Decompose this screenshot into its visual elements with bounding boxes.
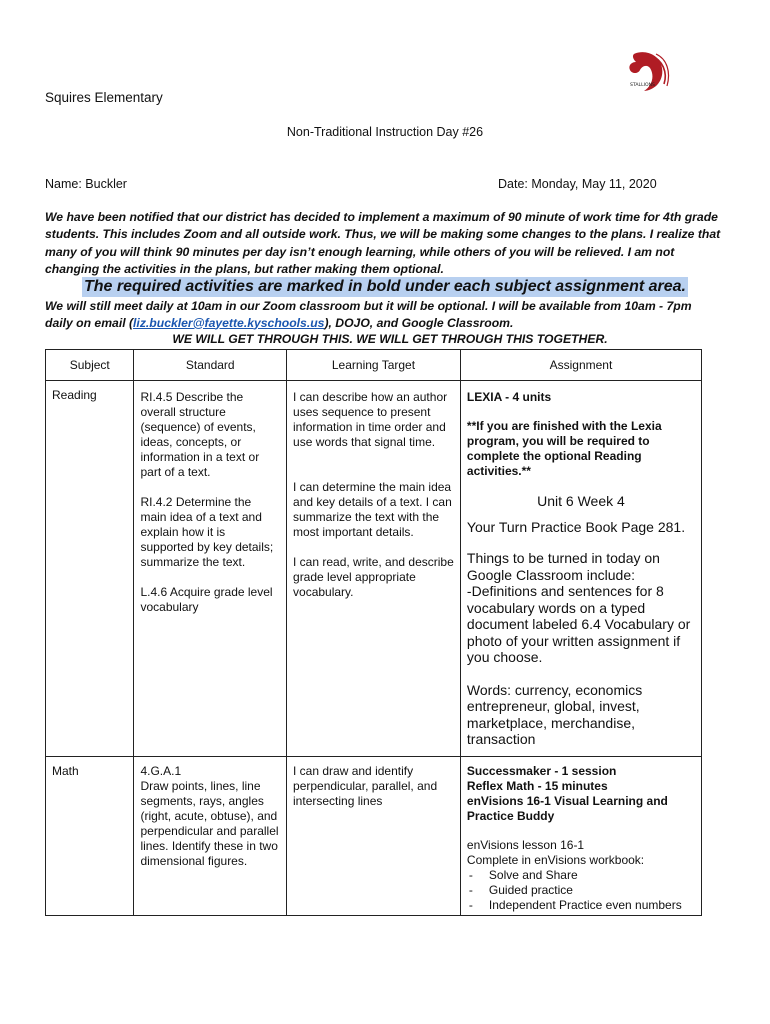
envisions-requirement: enVisions 16-1 Visual Learning and Practice Buddy (466, 793, 668, 823)
list-item: - Guided practice (467, 883, 695, 898)
unit-week: Unit 6 Week 4 (537, 493, 625, 509)
list-item: - Independent Practice even numbers (467, 898, 695, 913)
vocabulary-words: Words: currency, economics entrepreneur, global, invest, marketplace, merchandise, transaction (466, 681, 643, 747)
lexia-finished-note: **If you are finished with the Lexia program, you will be required to complete the optional Reading activities.** (466, 419, 662, 478)
math-assignment-cell (460, 756, 701, 915)
required-activities-highlight: The required activities are marked in bold under each subject assignment area. (84, 278, 686, 295)
header-assignment: Assignment (460, 350, 701, 381)
your-turn-page: Your Turn Practice Book Page 281. (466, 518, 686, 535)
svg-text:STALLIONS: STALLIONS (630, 83, 655, 88)
table-row-reading (46, 381, 702, 757)
table-row-math (46, 756, 702, 915)
successmaker-requirement: Successmaker - 1 session (466, 763, 617, 778)
zoom-line-1: We will still meet daily at 10am in our Zoom classroom but it will be optional. I will be available from 10am - 7pm (45, 299, 692, 313)
table-header-row (46, 350, 702, 381)
header-standard: Standard (134, 350, 287, 381)
math-standard-code: 4.G.A.1 (140, 763, 182, 778)
zoom-line-3: WE WILL GET THROUGH THIS. WE WILL GET THROUGH THIS TOGETHER. (172, 332, 608, 346)
vocabulary-instructions: -Definitions and sentences for 8 vocabulary words on a typed document labeled 6.4 Vocabulary or photo of your written assignment if you choose. (466, 583, 691, 665)
list-item: - Solve and Share (467, 868, 695, 883)
math-standard-text: Draw points, lines, line segments, rays, angles (right, acute, obtuse), and perpendicular and parallel lines. Identify these in two dimensional figures. (140, 778, 279, 868)
reading-subject-cell: Reading (46, 381, 134, 757)
lexia-requirement: LEXIA - 4 units (466, 390, 552, 404)
math-target-cell (287, 756, 461, 915)
reading-standard-3: L.4.6 Acquire grade level vocabulary (140, 585, 273, 614)
workbook-intro: Complete in enVisions workbook: (466, 852, 645, 867)
math-subject-cell: Math (46, 756, 134, 915)
stallions-logo (622, 50, 670, 94)
school-name: Squires Elementary (45, 90, 163, 105)
header-learning-target: Learning Target (287, 350, 461, 381)
reading-assignment-cell (460, 381, 701, 757)
teacher-name: Name: Buckler (45, 177, 127, 191)
reading-target-3: I can read, write, and describe grade level appropriate vocabulary. (293, 555, 454, 599)
math-target: I can draw and identify perpendicular, parallel, and intersecting lines (293, 763, 438, 808)
zoom-line-2: daily on email (liz.buckler@fayette.kyschools.us), DOJO, and Google Classroom. (45, 315, 514, 330)
turn-in-intro: Things to be turned in today on Google Classroom include: (466, 550, 660, 583)
reading-target-1: I can describe how an author uses sequence to present information in time order and use words that signal time. (293, 390, 448, 449)
zoom-paragraph (45, 298, 735, 348)
envisions-lesson: enVisions lesson 16-1 (466, 837, 585, 852)
reading-target-2: I can determine the main idea and key details of a text. I can summarize the text with the most important details. (293, 480, 452, 539)
math-standard-cell (134, 756, 287, 915)
lesson-plan-table (45, 349, 702, 916)
email-link[interactable]: liz.buckler@fayette.kyschools.us (133, 315, 325, 330)
reading-standard-cell (134, 381, 287, 757)
workbook-list (467, 868, 695, 913)
reading-target-cell (287, 381, 461, 757)
reading-standard-2: RI.4.2 Determine the main idea of a text and explain how it is supported by key details; summarize the text. (140, 495, 274, 569)
header-subject: Subject (46, 350, 134, 381)
document-date: Date: Monday, May 11, 2020 (498, 177, 657, 191)
notice-paragraph: We have been notified that our district has decided to implement a maximum of 90 minute of work time for 4th grade students. This includes Zoom and all outside work. Thus, we will be making some changes to the plans. I realize that many of you will think 90 minutes per day isn’t enough learning, while others of you will be relieved. I am not changing the activities in the plans, but rather making them optional. (45, 210, 721, 277)
reading-standard-1: RI.4.5 Describe the overall structure (sequence) of events, ideas, concepts, or information in a text or part of a text. (140, 390, 260, 479)
document-subtitle: Non-Traditional Instruction Day #26 (286, 125, 484, 139)
reflex-requirement: Reflex Math - 15 minutes (466, 778, 608, 793)
highlight-line (0, 277, 770, 297)
